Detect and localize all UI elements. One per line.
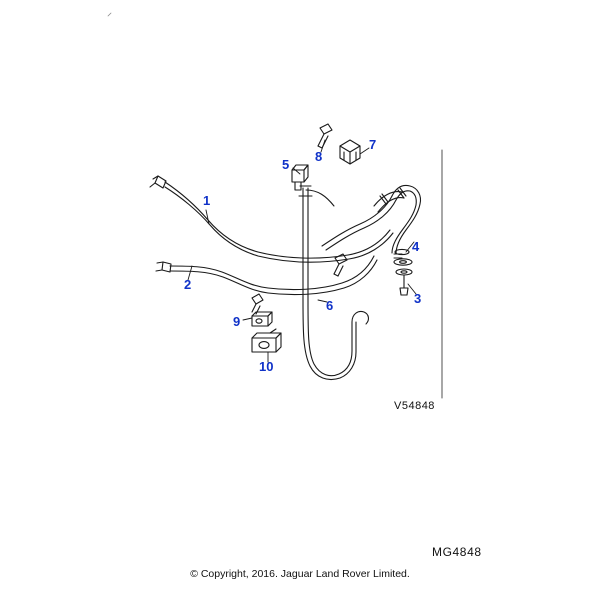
callout-7: 7 [369, 137, 377, 152]
pipe-1 [150, 176, 393, 262]
callout-3: 3 [414, 291, 422, 306]
washer-stack-3 [394, 259, 412, 295]
clip-9 [252, 294, 272, 326]
pipe-6 [299, 186, 368, 380]
leader-lines [188, 137, 416, 362]
drawing-code: V54848 [394, 400, 435, 412]
callout-10: 10 [259, 359, 274, 374]
callout-6: 6 [326, 298, 334, 313]
callout-8: 8 [315, 149, 323, 164]
registration-tick [108, 13, 111, 16]
callout-2: 2 [184, 277, 192, 292]
bolt-center [334, 254, 347, 276]
copyright-notice: © Copyright, 2016. Jaguar Land Rover Limited. [190, 568, 410, 580]
callout-5: 5 [282, 157, 290, 172]
bolt-8 [318, 124, 332, 148]
callout-9: 9 [233, 314, 241, 329]
clip-10 [252, 329, 281, 352]
part-number: MG4848 [432, 545, 482, 559]
callout-1: 1 [203, 193, 211, 208]
bracket-7 [340, 140, 360, 164]
callout-4: 4 [412, 239, 420, 254]
